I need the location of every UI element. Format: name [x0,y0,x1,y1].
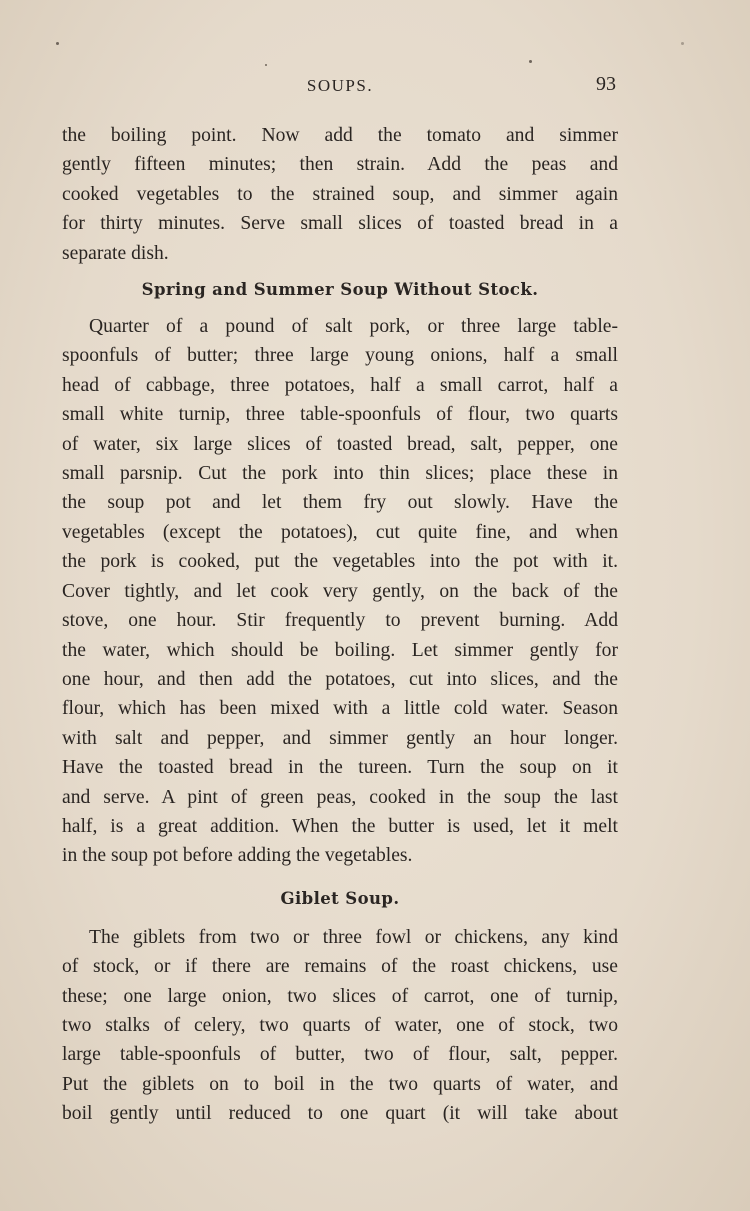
text-line: head of cabbage, three potatoes, half a small carrot, half a [62,374,618,396]
text-line: half, is a great addition. When the butter is used, let it melt [62,815,618,837]
text-line: Have the toasted bread in the tureen. Turn the soup on it [62,757,618,779]
text-line: the pork is cooked, put the vegetables into the pot with it. [62,551,618,573]
foxing-spot [681,42,684,45]
text-line: stove, one hour. Stir frequently to prevent burning. Add [62,610,618,632]
text-line: these; one large onion, two slices of carrot, one of turnip, [62,985,618,1007]
text-line: of water, six large slices of toasted bread, salt, pepper, one [62,433,618,455]
text-line: small white turnip, three table-spoonfuls of flour, two quarts [62,404,618,426]
text-line: boil gently until reduced to one quart (it will take about [62,1103,618,1125]
text-line: Cover tightly, and let cook very gently, on the back of the [62,580,618,602]
text-line: large table-spoonfuls of butter, two of flour, salt, pepper. [62,1044,618,1066]
recipe-paragraph [62,923,618,1129]
text-line: gently fifteen minutes; then strain. Add the peas and [62,154,618,176]
recipe-heading: Giblet Soup. [280,888,400,908]
text-line: vegetables (except the potatoes), cut quite fine, and when [62,521,618,543]
text-line: flour, which has been mixed with a little cold water. Season [62,698,618,720]
text-line: the boiling point. Now add the tomato and simmer [62,125,618,146]
text-line: cooked vegetables to the strained soup, and simmer again [62,183,618,205]
running-head: SOUPS. [306,76,374,95]
foxing-spot [56,42,59,45]
text-line: small parsnip. Cut the pork into thin slices; place these in [62,463,618,485]
text-line: Quarter of a pound of salt pork, or three large table- [89,316,618,338]
text-line: one hour, and then add the potatoes, cut into slices, and the [62,668,618,690]
text-line: of stock, or if there are remains of the roast chickens, use [62,956,618,978]
body-text [62,121,618,1129]
text-line: the soup pot and let them fry out slowly. Have the [62,492,618,514]
text-line: Put the giblets on to boil in the two quarts of water, and [62,1073,618,1095]
text-line: The giblets from two or three fowl or chickens, any kind [89,926,618,948]
text-line: the water, which should be boiling. Let simmer gently for [62,639,618,661]
text-line: and serve. A pint of green peas, cooked in the soup the last [62,786,618,808]
text-line: spoonfuls of butter; three large young onions, half a small [62,345,618,367]
text-line: two stalks of celery, two quarts of water, one of stock, two [62,1014,618,1036]
recipe-heading: Spring and Summer Soup Without Stock. [141,280,539,300]
text-line: separate dish. [62,242,169,264]
recipe-paragraph [62,312,618,871]
foxing-spot [529,60,532,63]
page-number: 93 [596,73,616,95]
foxing-spot [265,64,267,66]
text-line: with salt and pepper, and simmer gently an hour longer. [62,727,618,749]
text-line: for thirty minutes. Serve small slices of toasted bread in a [62,213,618,235]
paragraph-continued [62,121,618,268]
page-header [62,73,618,103]
text-line: in the soup pot before adding the vegetables. [62,845,413,867]
